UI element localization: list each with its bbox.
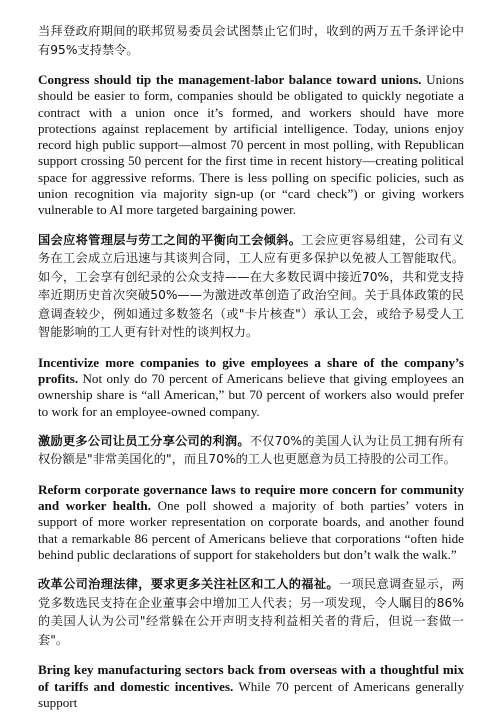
paragraph-text: 当拜登政府期间的联邦贸易委员会试图禁止它们时，收到的两万五千条评论中有95%支持禁令。 [38,24,464,57]
paragraph-text: Unions should be easier to form, companies should be obligated to quickly negotiate a contract with a union once it’s formed, and workers should have more protections against replacement by artificial intelligence. Today, unions enjoy record high public support—almost 70 percent in most polling, with Republican support crossing 50 percent for the first time in recent history—creating political space for aggressive reforms. There is less polling on specific policies, such as union recognition via majority sign-up (or “card check”) or giving workers vulnerable to AI more targeted bargaining power. [38,72,464,218]
paragraph-en-profit-sharing [38,355,464,420]
paragraph-text: 一项民意调查显示，两党多数选民支持在企业董事会中增加工人代表；另一项发现，令人瞩目的86%的美国人认为公司"经常躲在公开声明支持利益相关者的背后，但说一套做一套"。 [38,577,465,647]
paragraph-zh-corporate-governance [38,575,464,649]
paragraph-heading: 改革公司治理法律，要求更多关注社区和工人的福祉。 [38,577,339,592]
paragraph-text: Not only do 70 percent of Americans believe that giving employees an ownership share is “all American,” but 70 percent of workers also would prefer to work for an employee-owned company. [38,370,464,419]
paragraph-text: While 70 percent of Americans generally support [38,678,464,710]
paragraph-zh-profit-sharing [38,432,464,469]
document-page [38,22,464,723]
paragraph-en-unions [38,72,464,219]
paragraph-en-manufacturing [38,662,464,711]
paragraph-heading: Bring key manufacturing sectors back from overseas with a thoughtful mix of tariffs and domestic incentives. [38,662,464,694]
paragraph-heading: Incentivize more companies to give employees a share of the company’s profits. [38,354,464,386]
paragraph-heading: Reform corporate governance laws to require more concern for community and worker health. [38,481,464,514]
paragraph-heading: 激励更多公司让员工分享公司的利润。 [38,433,250,448]
paragraph-en-corporate-governance [38,482,464,563]
paragraph-text: One poll showed a majority of both parties’ voters in support of more worker representation on corporate boards, and another found that a remarkable 86 percent of Americans believe that corporations “often hide behind public declarations of support for stakeholders but don’t walk the walk.” [38,498,464,563]
paragraph-heading: 国会应将管理层与劳工之间的平衡向工会倾斜。 [38,232,302,247]
paragraph-zh-ftc-comments [38,22,464,59]
paragraph-text: 不仅70%的美国人认为让员工拥有所有权份额是"非常美国化的"，而且70%的工人也更愿意为员工持股的公司工作。 [38,433,464,467]
paragraph-text: 工会应更容易组建，公司有义务在工会成立后迅速与其谈判合同，工人应有更多保护以免被人工智能取代。如今，工会享有创纪录的公众支持——在大多数民调中接近70%，共和党支持率近期历史首次突破50%——为激进改革创造了政治空间。关于具体政策的民意调查较少，例如通过多数签名（或"卡片核查"）承认工会，或给予易受人工智能影响的工人更有针对性的谈判权力。 [38,232,464,340]
paragraph-zh-unions [38,231,464,342]
paragraph-heading: Congress should tip the management-labor balance toward unions. [38,72,422,87]
